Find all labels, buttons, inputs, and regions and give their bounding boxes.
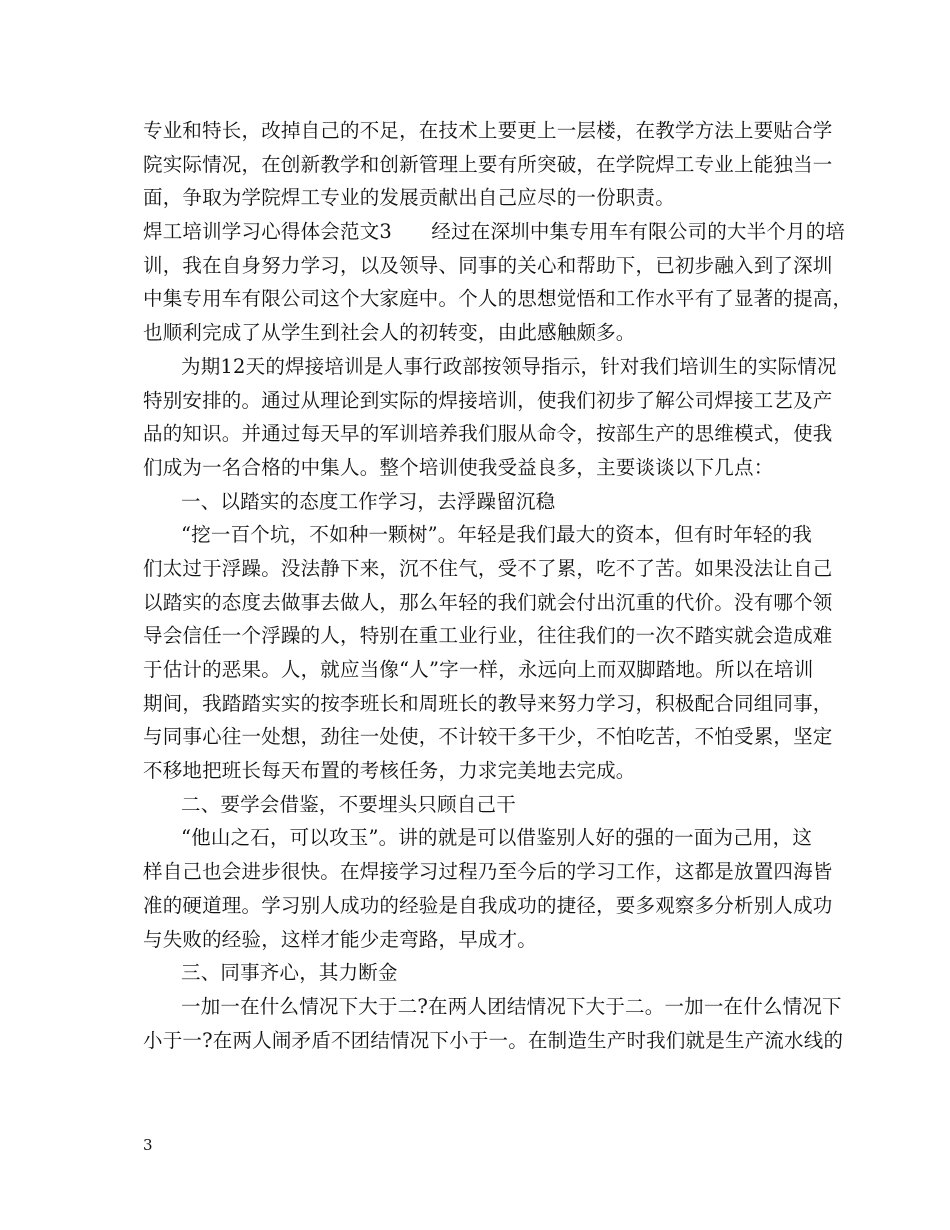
text-line: 也顺利完成了从学生到社会人的初转变，由此感触颇多。 [143, 321, 636, 345]
text-line: 焊工培训学习心得体会范文3 经过在深圳中集专用车有限公司的大半个月的培 [143, 220, 846, 244]
text-line: 院实际情况，在创新教学和创新管理上要有所突破，在学院焊工专业上能独当一 [143, 152, 833, 176]
text-line: 专业和特长，改掉自己的不足，在技术上要更上一层楼，在教学方法上要贴合学 [143, 119, 833, 142]
text-line: 特别安排的。通过从理论到实际的焊接培训，使我们初步了解公司焊接工艺及产 [143, 388, 833, 412]
page-number: 3 [143, 1136, 153, 1154]
text-line: 面，争取为学院焊工专业的发展贡献出自己应尽的一份职责。 [143, 186, 675, 210]
text-line: 导会信任一个浮躁的人，特别在重工业行业，往往我们的一次不踏实就会造成难 [143, 624, 833, 648]
text-line: 二、要学会借鉴，不要埋头只顾自己干 [181, 792, 516, 816]
text-line: 期间，我踏踏实实的按李班长和周班长的教导来努力学习，积极配合同组同事， [143, 691, 833, 715]
text-line: 一、以踏实的态度工作学习，去浮躁留沉稳 [181, 489, 556, 513]
text-line: 于估计的恶果。人，就应当像“人”字一样，永远向上而双脚踏地。所以在培训 [143, 658, 814, 681]
document-body [143, 114, 853, 1057]
text-line: 准的硬道理。学习别人成功的经验是自我成功的捷径，要多观察多分析别人成功 [143, 893, 833, 917]
text-line: 们太过于浮躁。没法静下来，沉不住气，受不了累，吃不了苦。如果没法让自己 [143, 556, 833, 580]
text-line: 不移地把班长每天布置的考核任务，力求完美地去完成。 [143, 759, 636, 783]
text-line: 训，我在自身努力学习，以及领导、同事的关心和帮助下，已初步融入到了深圳 [143, 253, 833, 277]
text-line: 样自己也会进步很快。在焊接学习过程乃至今后的学习工作，这都是放置四海皆 [143, 860, 833, 884]
text-line: 与失败的经验，这样才能少走弯路，早成才。 [143, 927, 538, 951]
text-line: “他山之石，可以攻玉”。讲的就是可以借鉴别人好的强的一面为己用，这 [181, 826, 813, 850]
text-line: 一加一在什么情况下大于二?在两人团结情况下大于二。一加一在什么情况下 [181, 994, 842, 1018]
text-line: 品的知识。并通过每天早的军训培养我们服从命令，按部生产的思维模式，使我 [143, 422, 833, 446]
text-line: 们成为一名合格的中集人。整个培训使我受益良多，主要谈谈以下几点： [143, 455, 774, 479]
text-line: 中集专用车有限公司这个大家庭中。个人的思想觉悟和工作水平有了显著的提高， [143, 287, 853, 311]
text-line: “挖一百个坑，不如种一颗树”。年轻是我们最大的资本，但有时年轻的我 [181, 523, 813, 547]
text-line: 为期12天的焊接培训是人事行政部按领导指示，针对我们培训生的实际情况 [181, 354, 837, 378]
text-line: 小于一?在两人闹矛盾不团结情况下小于一。在制造生产时我们就是生产流水线的 [143, 1028, 844, 1052]
text-line: 三、同事齐心，其力断金 [181, 961, 398, 985]
text-line: 以踏实的态度去做事去做人，那么年轻的我们就会付出沉重的代价。没有哪个领 [143, 590, 833, 614]
text-line: 与同事心往一处想，劲往一处使，不计较干多干少，不怕吃苦，不怕受累，坚定 [143, 725, 833, 749]
